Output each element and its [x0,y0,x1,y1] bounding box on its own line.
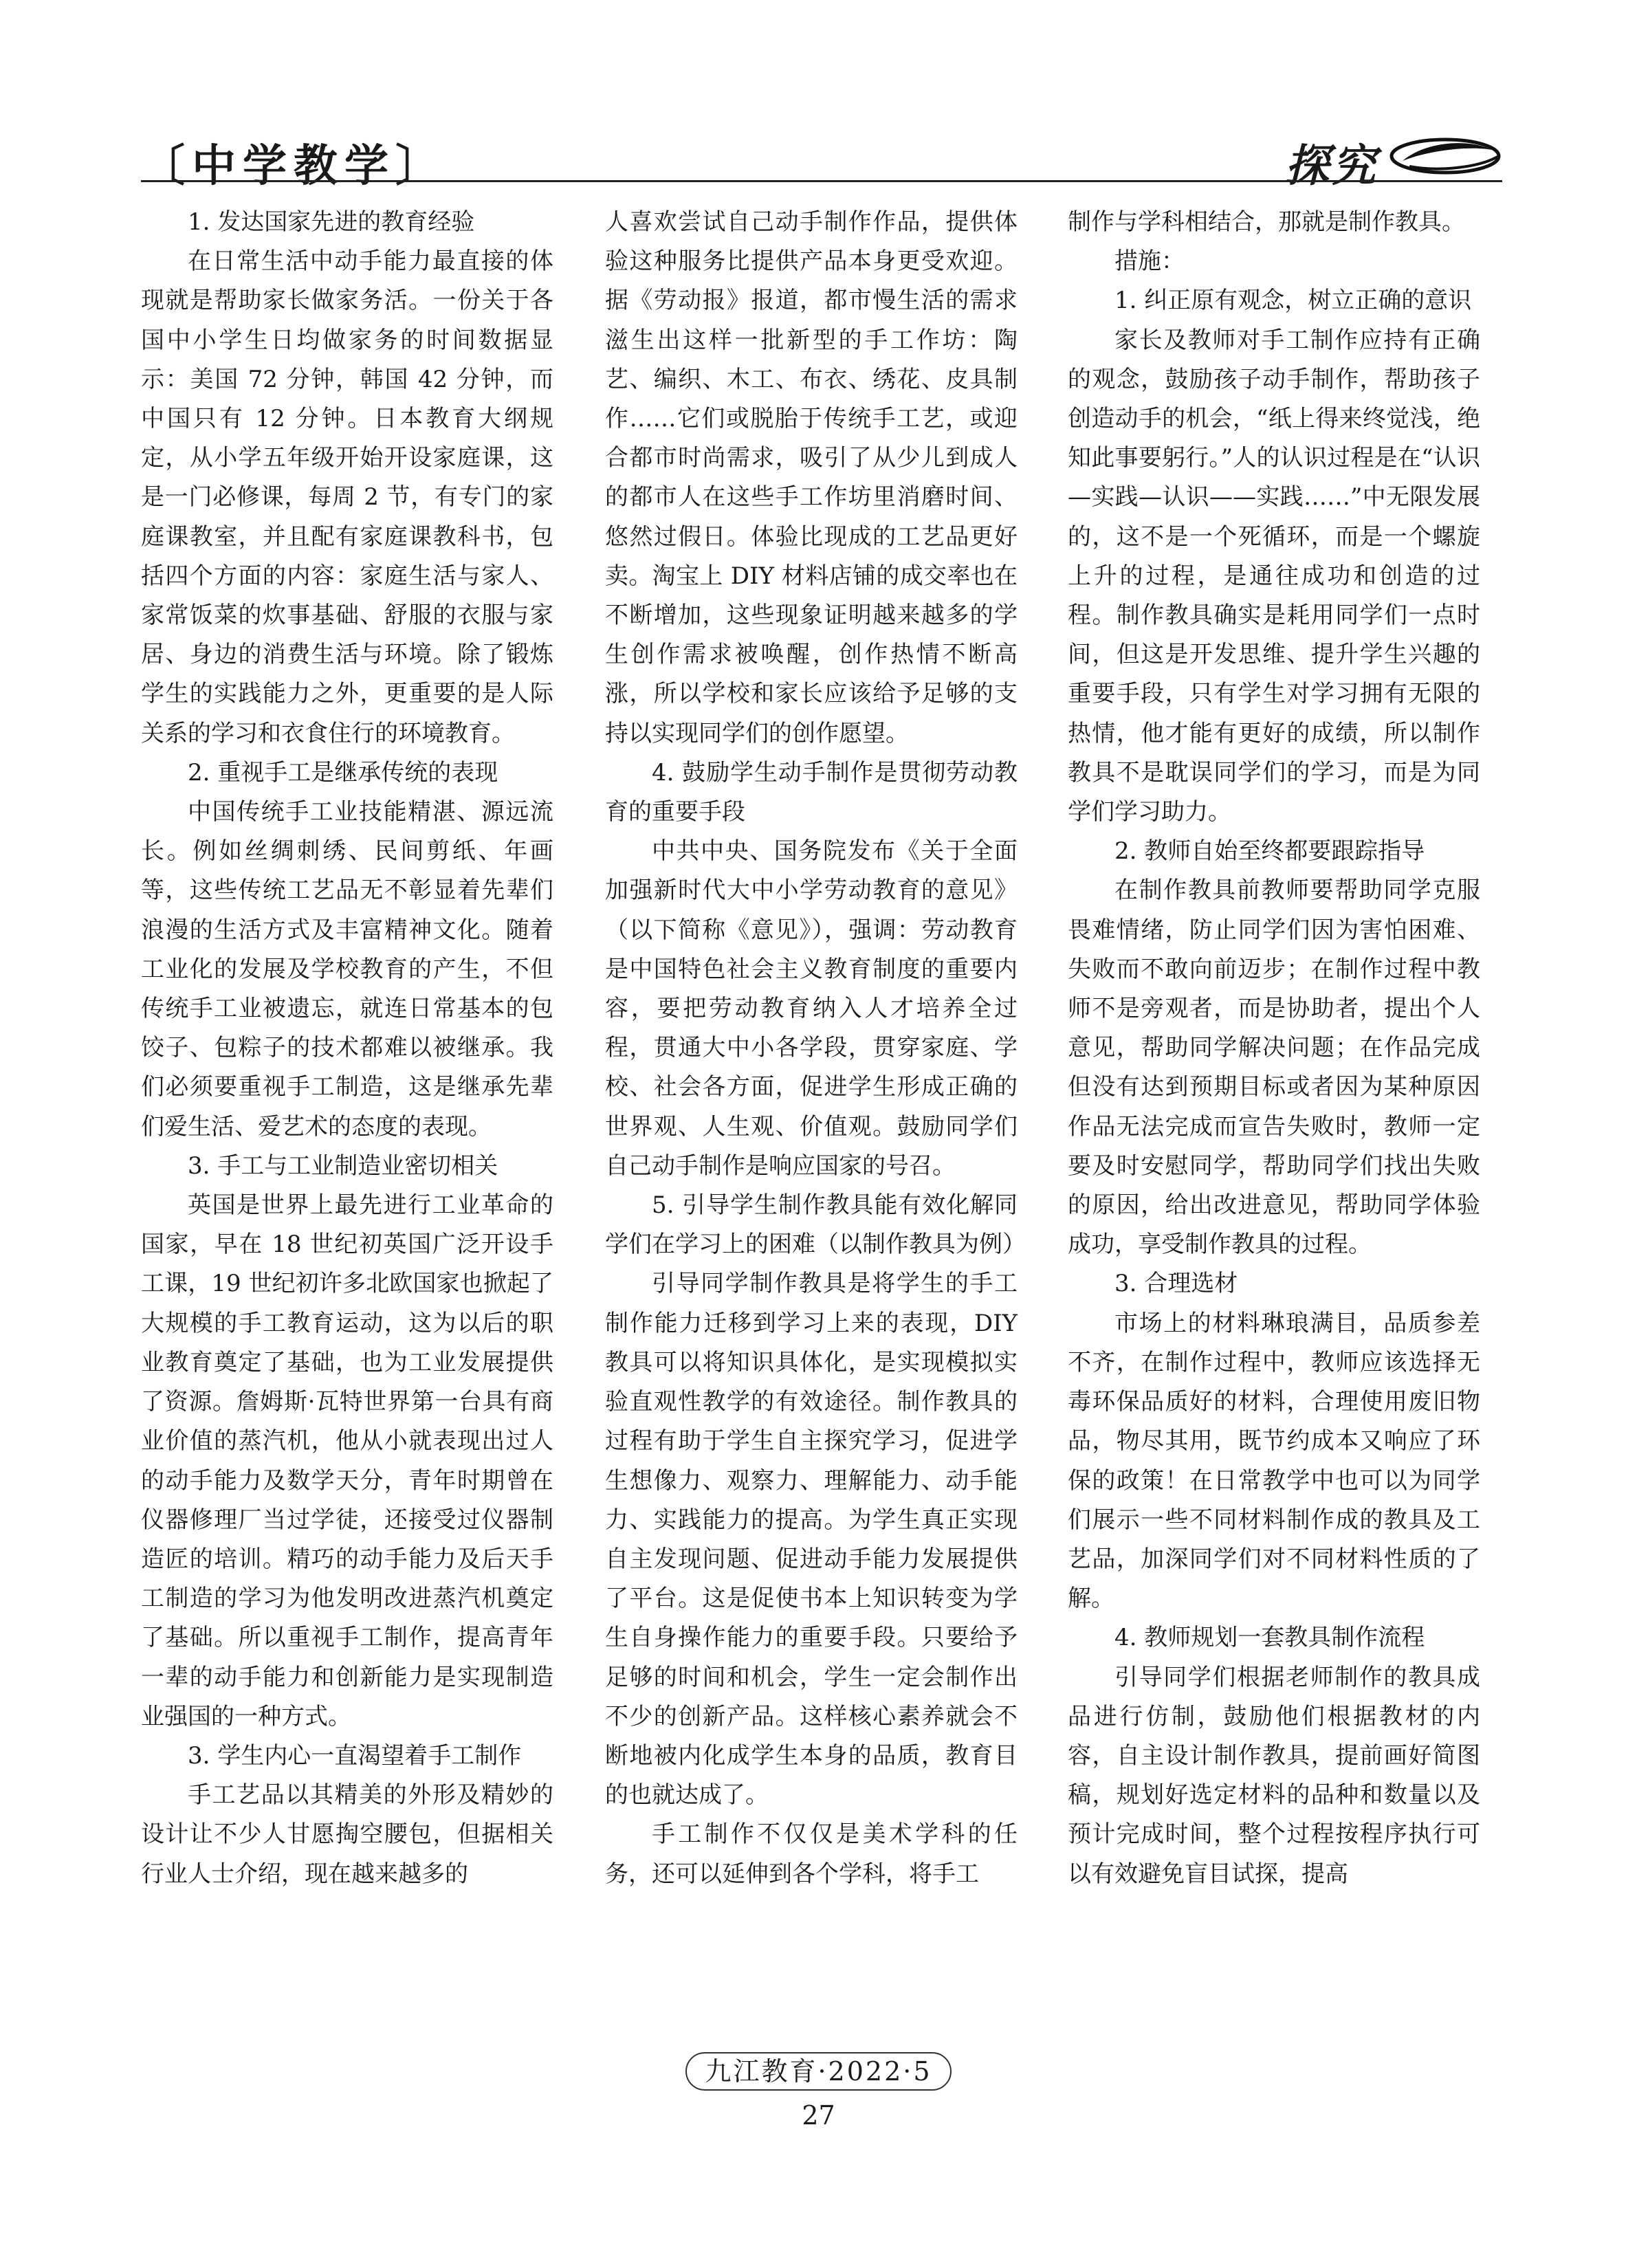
column-2 [605,203,1026,1894]
paragraph: 中国传统手工业技能精湛、源远流长。例如丝绸刺绣、民间剪纸、年画等，这些传统工艺品无不彰显着先辈们浪漫的生活方式及丰富精神文化。随着工业化的发展及学校教育的产生，不但传统手工业被遗忘，就连日常基本的包饺子、包粽子的技术都难以被继承。我们必须要重视手工制造，这是继承先辈们爱生活、爱艺术的态度的表现。 [141,798,553,1141]
paragraph: 手工制作不仅仅是美术学科的任务，还可以延伸到各个学科，将手工 [605,1820,1018,1888]
paragraph: 引导同学们根据老师制作的教具成品进行仿制，鼓励他们根据教材的内容，自主设计制作教具，提前画好简图稿，规划好选定材料的品种和数量以及预计完成时间，整个过程按程序执行可以有效避免盲目试探，提高 [1068,1663,1480,1888]
paragraph: 家长及教师对手工制作应持有正确的观念，鼓励孩子动手制作，帮助孩子创造动手的机会，“纸上得来终觉浅，绝知此事要躬行。”人的认识过程是在“认识—实践—认识——实践……”中无限发展的，这不是一个死循环，而是一个螺旋上升的过程，是通往成功和创造的过程。制作教具确实是耗用同学们一点时间，但这是开发思维、提升学生兴趣的重要手段，只有学生对学习拥有无限的热情，他才能有更好的成绩，所以制作教具不是耽误同学们的学习，而是为同学们学习助力。 [1068,326,1480,826]
column-1 [141,203,553,1894]
section-heading: 4. 鼓励学生动手制作是贯彻劳动教育的重要手段 [605,758,1018,826]
paragraph: 在日常生活中动手能力最直接的体现就是帮助家长做家务活。一份关于各国中小学生日均做家务的时间数据显示：美国 72 分钟，韩国 42 分钟，而中国只有 12 分钟。日本教育大纲规定，从小学五年级开始开设家庭课，这是一门必修课，每周 2 节，有专门的家庭课教室，并且配有家庭课教科书，包括四个方面的内容：家庭生活与家人、家常饭菜的炊事基础、舒服的衣服与家居、身边的消费生活与环境。除了锻炼学生的实践能力之外，更重要的是人际关系的学习和衣食住行的环境教育。 [141,247,553,747]
paragraph: 中共中央、国务院发布《关于全面加强新时代大中小学劳动教育的意见》（以下简称《意见》），强调：劳动教育是中国特色社会主义教育制度的重要内容，要把劳动教育纳入人才培养全过程，贯通大中小各学段，贯穿家庭、学校、社会各方面，促进学生形成正确的世界观、人生观、价值观。鼓励同学们自己动手制作是响应国家的号召。 [605,837,1018,1180]
header-rule [141,180,1502,182]
section-label: 〔中学教学〕 [141,141,446,192]
section-heading: 1. 发达国家先进的教育经验 [188,208,475,236]
column-label: 探究 [1285,140,1378,192]
column-3 [1068,203,1480,1894]
section-heading: 4. 教师规划一套教具制作流程 [1114,1624,1425,1652]
journal-issue: 九江教育·2022·5 [685,2052,951,2091]
paragraph: 英国是世界上最先进行工业革命的国家，早在 18 世纪初英国广泛开设手工课，19 世纪初许多北欧国家也掀起了大规模的手工教育运动，这为以后的职业教育奠定了基础，也为工业发展提供了资源。詹姆斯·瓦特世界第一台具有商业价值的蒸汽机，他从小就表现出过人的动手能力及数学天分，青年时期曾在仪器修理厂当过学徒，还接受过仪器制造匠的培训。精巧的动手能力及后天手工制造的学习为他发明改进蒸汽机奠定了基础。所以重视手工制作，提高青年一辈的动手能力和创新能力是实现制造业强国的一种方式。 [141,1191,553,1730]
page-header [141,131,1502,192]
section-heading: 1. 纠正原有观念，树立正确的意识 [1114,287,1472,315]
paragraph: 市场上的材料琳琅满目，品质参差不齐，在制作过程中，教师应该选择无毒环保品质好的材料，合理使用废旧物品，物尽其用，既节约成本又响应了环保的政策！在日常教学中也可以为同学们展示一些不同材料制作成的教具及工艺品，加深同学们对不同材料性质的了解。 [1068,1309,1480,1613]
journal-swoosh-icon [1389,136,1502,176]
section-heading: 2. 教师自始至终都要跟踪指导 [1114,837,1425,866]
paragraph: 在制作教具前教师要帮助同学克服畏难情绪，防止同学们因为害怕困难、失败而不敢向前迈步；在制作过程中教师不是旁观者，而是协助者，提出个人意见，帮助同学解决问题；在作品完成但没有达到预期目标或者因为某种原因作品无法完成而宣告失败时，教师一定要及时安慰同学，帮助同学们找出失败的原因，给出改进意见，帮助同学体验成功，享受制作教具的过程。 [1068,877,1480,1259]
paragraph: 手工艺品以其精美的外形及精妙的设计让不少人甘愿掏空腰包，但据相关行业人士介绍，现在越来越多的 [141,1781,553,1888]
section-heading: 措施： [1114,247,1185,276]
page-number: 27 [802,2100,835,2131]
section-heading: 5. 引导学生制作教具能有效化解同学们在学习上的困难（以制作教具为例） [605,1191,1026,1259]
paragraph: 人喜欢尝试自己动手制作作品，提供体验这种服务比提供产品本身更受欢迎。据《劳动报》报道，都市慢生活的需求滋生出这样一批新型的手工作坊：陶艺、编织、木工、布衣、绣花、皮具制作……它们或脱胎于传统手工艺，或迎合都市时尚需求，吸引了从少儿到成人的都市人在这些手工作坊里消磨时间、悠然过假日。体验比现成的工艺品更好卖。淘宝上 DIY 材料店铺的成交率也在不断增加，这些现象证明越来越多的学生创作需求被唤醒，创作热情不断高涨，所以学校和家长应该给予足够的支持以实现同学们的创作愿望。 [605,208,1018,747]
paragraph: 引导同学制作教具是将学生的手工制作能力迁移到学习上来的表现，DIY 教具可以将知识具体化，是实现模拟实验直观性教学的有效途径。制作教具的过程有助于学生自主探究学习，促进学生想像力、观察力、理解能力、动手能力、实践能力的提高。为学生真正实现自主发现问题、促进动手能力发展提供了平台。这是促使书本上知识转变为学生自身操作能力的重要手段。只要给予足够的时间和机会，学生一定会制作出不少的创新产品。这样核心素养就会不断地被内化成学生本身的品质，教育目的也就达成了。 [605,1270,1018,1809]
section-heading: 3. 学生内心一直渴望着手工制作 [188,1741,522,1770]
journal-footer [0,2052,1637,2091]
section-heading: 3. 手工与工业制造业密切相关 [188,1152,498,1180]
section-heading: 3. 合理选材 [1114,1270,1238,1298]
section-heading: 2. 重视手工是继承传统的表现 [188,758,498,786]
paragraph: 制作与学科相结合，那就是制作教具。 [1068,208,1465,236]
